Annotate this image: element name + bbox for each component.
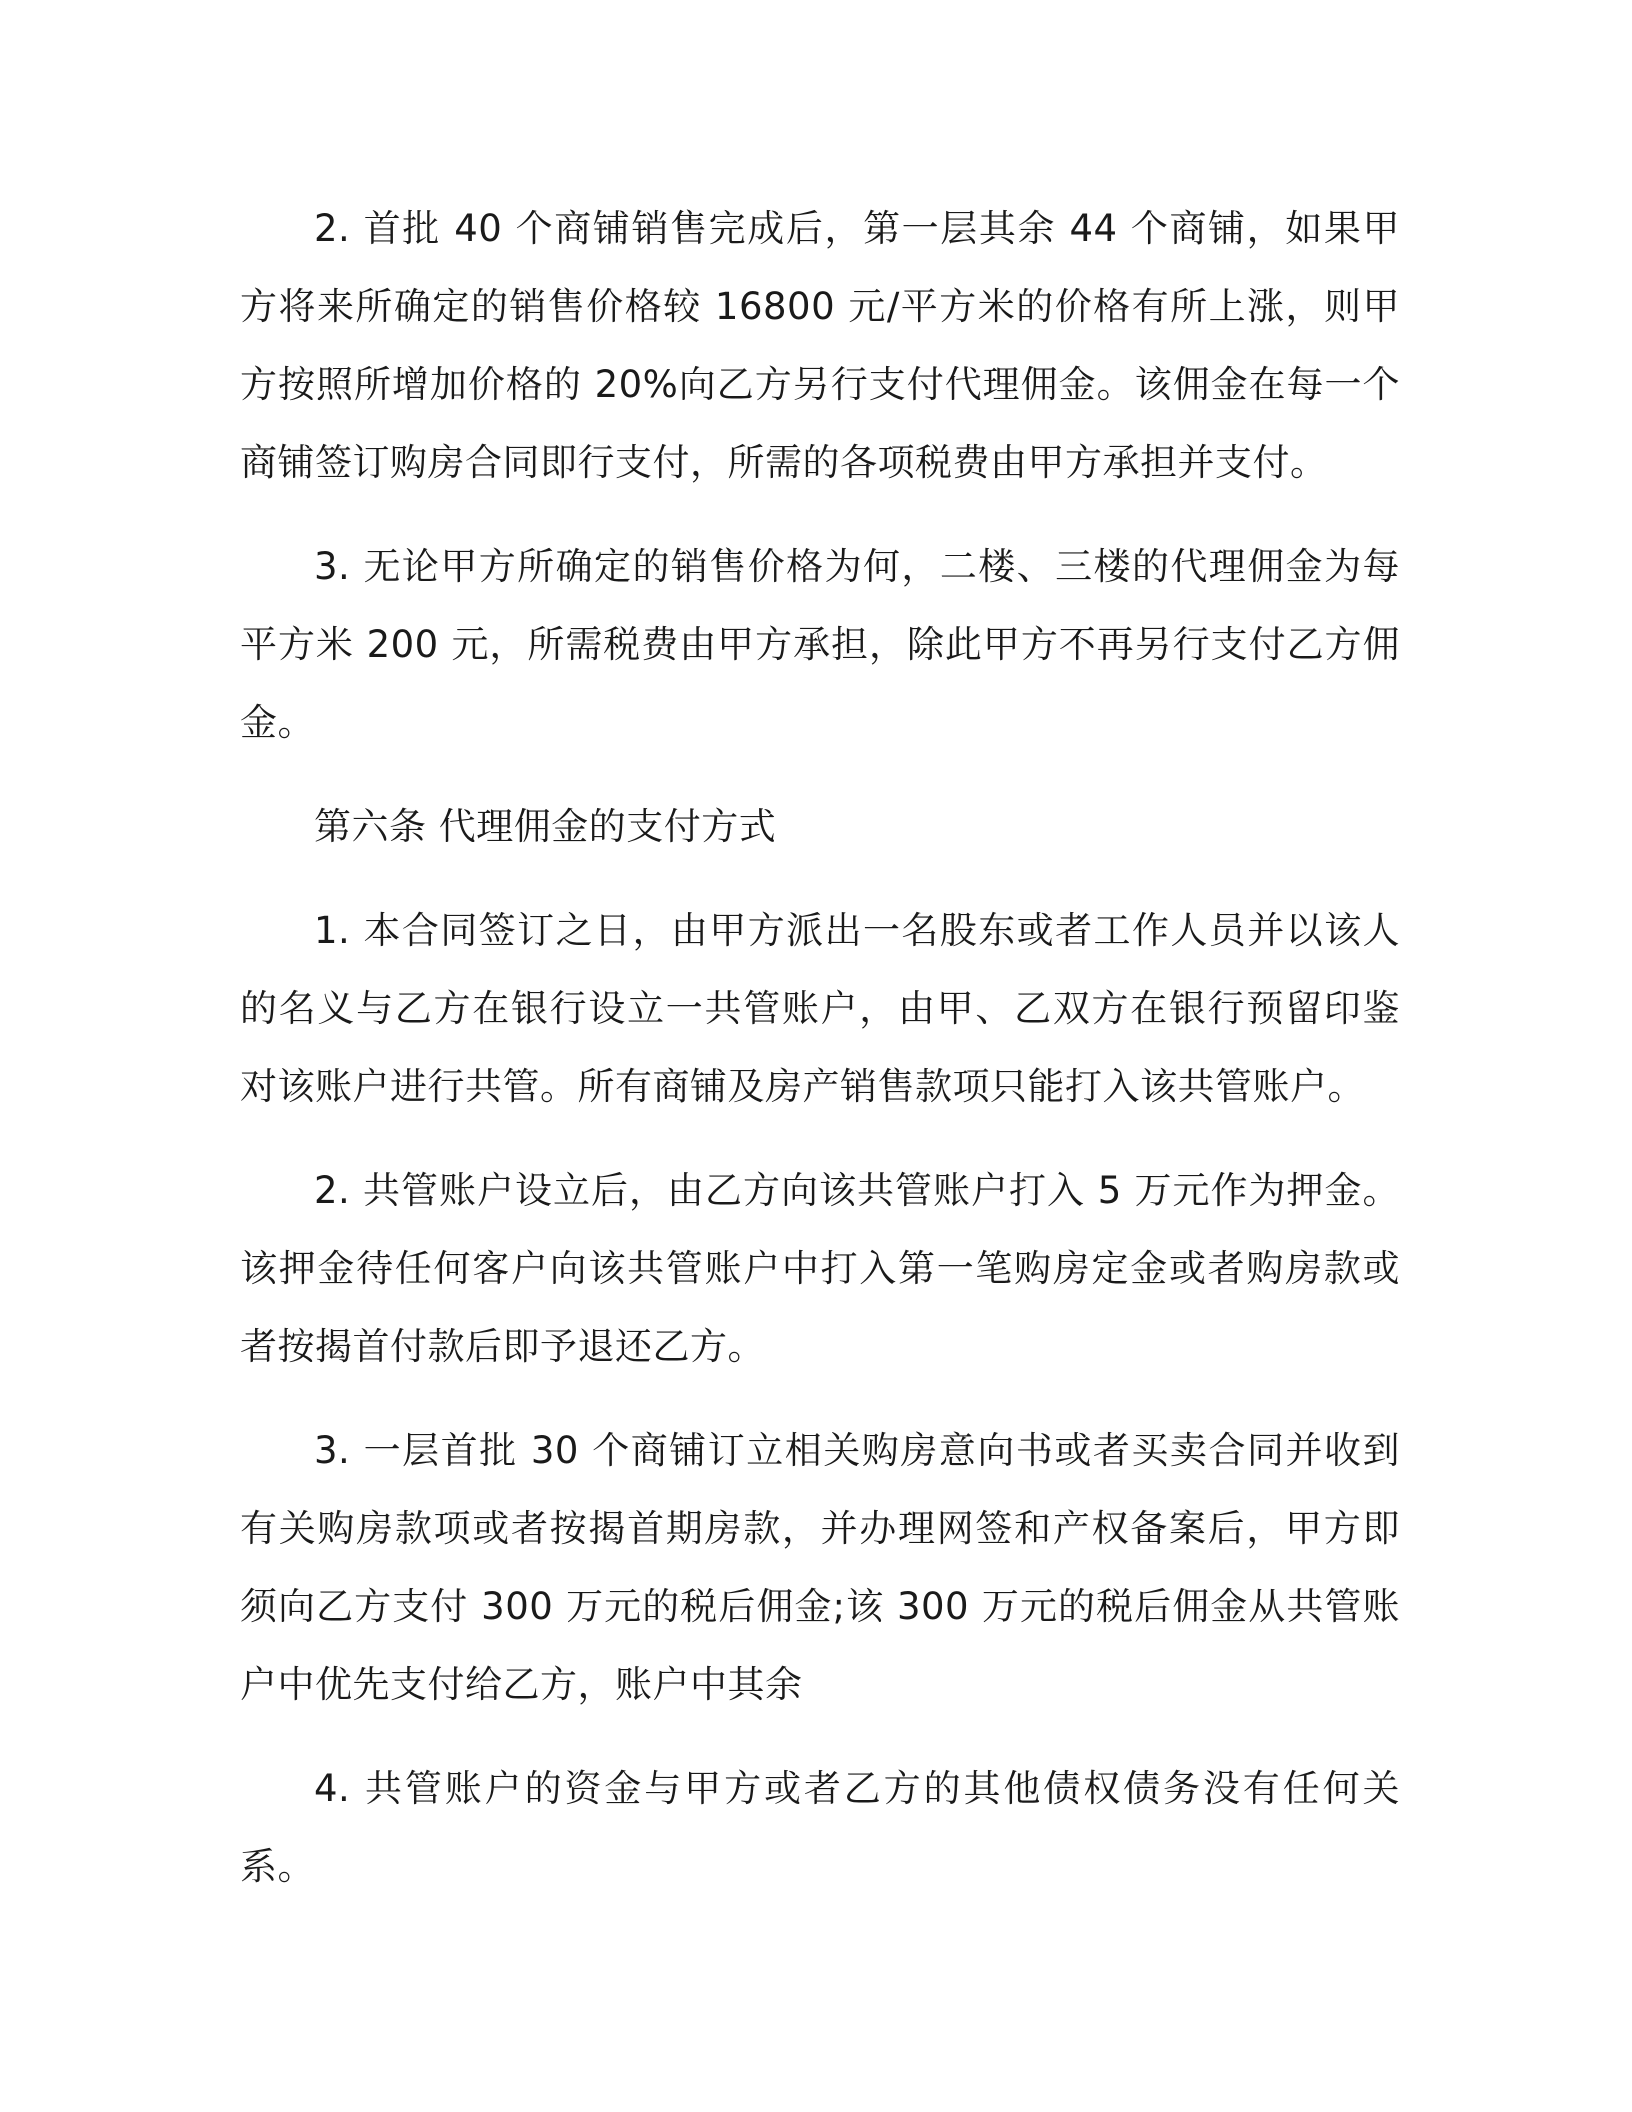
paragraph-commission-increase: 2. 首批 40 个商铺销售完成后，第一层其余 44 个商铺，如果甲方将来所确定的销售价格较 16800 元/平方米的价格有所上涨，则甲方按照所增加价格的 20%向乙方另行支付代理佣金。该佣金在每一个商铺签订购房合同即行支付，所需的各项税费由甲方承担并支付。 <box>240 207 1400 484</box>
paragraph-upper-floors-commission: 3. 无论甲方所确定的销售价格为何，二楼、三楼的代理佣金为每平方米 200 元，所需税费由甲方承担，除此甲方不再另行支付乙方佣金。 <box>240 545 1400 744</box>
paragraph-account-independence: 4. 共管账户的资金与甲方或者乙方的其他债权债务没有任何关系。 <box>240 1767 1400 1888</box>
section-heading: 第六条 代理佣金的支付方式 <box>314 805 777 848</box>
paragraph-first-batch-payment: 3. 一层首批 30 个商铺订立相关购房意向书或者买卖合同并收到有关购房款项或者按揭首期房款，并办理网签和产权备案后，甲方即须向乙方支付 300 万元的税后佣金;该 300 万元的税后佣金从共管账户中优先支付给乙方，账户中其余 <box>240 1429 1400 1706</box>
paragraph-deposit: 2. 共管账户设立后，由乙方向该共管账户打入 5 万元作为押金。该押金待任何客户向该共管账户中打入第一笔购房定金或者购房款或者按揭首付款后即予退还乙方。 <box>240 1169 1400 1368</box>
document-body <box>240 190 1400 1932</box>
paragraph-joint-account: 1. 本合同签订之日，由甲方派出一名股东或者工作人员并以该人的名义与乙方在银行设立一共管账户，由甲、乙双方在银行预留印鉴对该账户进行共管。所有商铺及房产销售款项只能打入该共管账户。 <box>240 909 1400 1108</box>
